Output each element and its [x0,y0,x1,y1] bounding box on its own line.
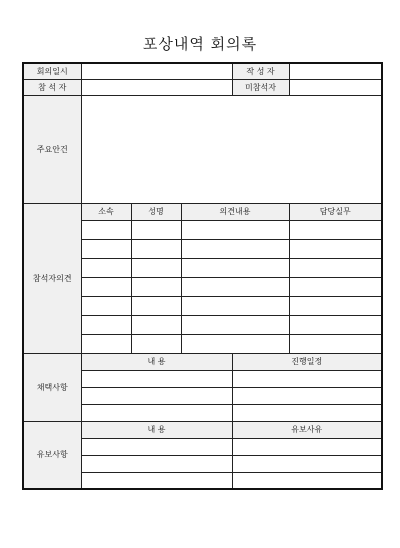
opinion-cell[interactable] [81,258,131,277]
deferred-reason-cell[interactable] [232,455,382,472]
opinion-cell[interactable] [131,220,181,239]
opinion-cell[interactable] [181,258,289,277]
opinion-cell[interactable] [289,296,382,315]
attendees-label: 참 석 자 [23,79,81,95]
author-label: 작 성 자 [232,63,289,79]
opinion-cell[interactable] [81,239,131,258]
opinion-cell[interactable] [131,258,181,277]
opinion-cell[interactable] [131,315,181,334]
minutes-form-table [22,62,383,490]
deferred-content-cell[interactable] [81,438,232,455]
opinion-cell[interactable] [289,315,382,334]
opinion-cell[interactable] [181,296,289,315]
opinion-cell[interactable] [289,277,382,296]
opinion-cell[interactable] [181,315,289,334]
deferred-content-cell[interactable] [81,472,232,489]
adopted-content-cell[interactable] [81,370,232,387]
opinion-cell[interactable] [289,258,382,277]
opinion-cell[interactable] [181,334,289,353]
opinion-cell[interactable] [131,239,181,258]
opinion-cell[interactable] [181,277,289,296]
absentees-label: 미참석자 [232,79,289,95]
main-agenda-field[interactable] [81,95,382,203]
absentees-field[interactable] [289,79,382,95]
adopted-schedule-cell[interactable] [232,370,382,387]
opinion-cell[interactable] [131,277,181,296]
meeting-datetime-field[interactable] [81,63,232,79]
adopted-content-cell[interactable] [81,404,232,421]
deferred-header-content: 내 용 [81,421,232,438]
adopted-header-content: 내 용 [81,353,232,370]
adopted-schedule-cell[interactable] [232,404,382,421]
opinion-cell[interactable] [289,220,382,239]
opinion-cell[interactable] [131,296,181,315]
adopted-items-label: 채택사항 [23,353,81,421]
main-agenda-label: 주요안건 [23,95,81,203]
deferred-content-cell[interactable] [81,455,232,472]
document-title: 포상내역 회의록 [142,35,258,53]
opinion-cell[interactable] [181,239,289,258]
deferred-items-label: 유보사항 [23,421,81,489]
opinion-header-affiliation: 소속 [81,203,131,220]
opinion-cell[interactable] [181,220,289,239]
adopted-header-schedule: 진행일정 [232,353,382,370]
deferred-header-reason: 유보사유 [232,421,382,438]
opinion-cell[interactable] [131,334,181,353]
opinion-cell[interactable] [81,334,131,353]
opinion-cell[interactable] [81,277,131,296]
opinion-cell[interactable] [289,334,382,353]
attendees-field[interactable] [81,79,232,95]
opinion-cell[interactable] [81,296,131,315]
author-field[interactable] [289,63,382,79]
attendee-opinions-label: 참석자의견 [23,203,81,353]
opinion-cell[interactable] [81,220,131,239]
meeting-datetime-label: 회의일시 [23,63,81,79]
adopted-schedule-cell[interactable] [232,387,382,404]
opinion-cell[interactable] [289,239,382,258]
deferred-reason-cell[interactable] [232,438,382,455]
opinion-cell[interactable] [81,315,131,334]
opinion-header-staff: 담당실무 [289,203,382,220]
opinion-header-content: 의견내용 [181,203,289,220]
deferred-reason-cell[interactable] [232,472,382,489]
adopted-content-cell[interactable] [81,387,232,404]
opinion-header-name: 성명 [131,203,181,220]
